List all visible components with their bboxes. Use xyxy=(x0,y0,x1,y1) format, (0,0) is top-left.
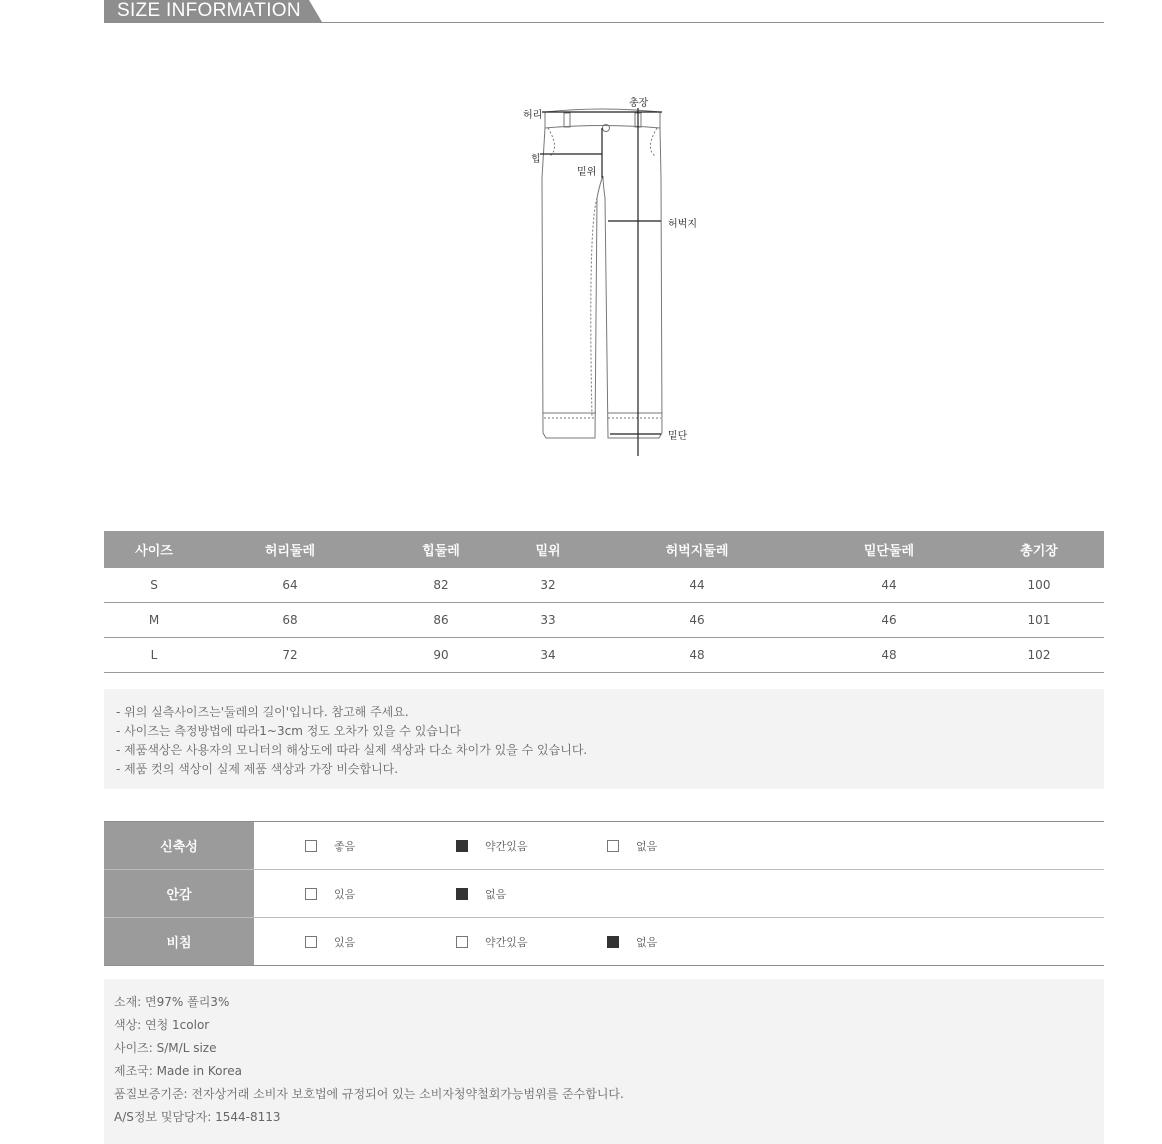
table-row xyxy=(104,603,1104,638)
table-cell: 82 xyxy=(376,568,506,603)
table-cell: M xyxy=(104,603,204,638)
table-cell: L xyxy=(104,638,204,673)
note-line: - 사이즈는 측정방법에 따라1~3cm 정도 오차가 있을 수 있습니다 xyxy=(116,724,462,738)
page-title: SIZE INFORMATION xyxy=(117,0,301,21)
option-label: 있음 xyxy=(334,887,356,901)
info-size: 사이즈: S/M/L size xyxy=(114,1041,217,1055)
size-table xyxy=(104,531,1104,673)
col-header-hip: 힙둘레 xyxy=(376,531,506,568)
attribute-table xyxy=(104,821,1104,966)
option-lining-no xyxy=(456,870,506,917)
note-line: - 제품 컷의 색상이 실제 제품 색상과 가장 비슷합니다. xyxy=(116,762,399,776)
table-row xyxy=(104,638,1104,673)
hem-label: 밑단 xyxy=(668,431,688,442)
checkbox-checked xyxy=(607,936,619,948)
option-label: 약간있음 xyxy=(485,839,528,853)
checkbox xyxy=(456,936,468,948)
col-header-waist: 허리둘레 xyxy=(204,531,376,568)
checkbox xyxy=(305,888,317,900)
option-sheer-none xyxy=(607,918,657,965)
table-cell: 46 xyxy=(804,603,974,638)
rise-label: 밑위 xyxy=(577,167,597,178)
checkbox xyxy=(305,840,317,852)
col-header-thigh: 허벅지둘레 xyxy=(590,531,804,568)
option-label: 약간있음 xyxy=(485,935,528,949)
table-cell: 100 xyxy=(974,568,1104,603)
table-cell: 86 xyxy=(376,603,506,638)
option-sheer-yes xyxy=(305,918,355,965)
table-cell: 68 xyxy=(204,603,376,638)
table-cell: 72 xyxy=(204,638,376,673)
option-stretch-good xyxy=(305,822,355,869)
table-cell: 64 xyxy=(204,568,376,603)
table-row xyxy=(104,568,1104,603)
col-header-hem: 밑단둘레 xyxy=(804,531,974,568)
info-material: 소재: 면97% 폴리3% xyxy=(114,995,230,1009)
option-label: 좋음 xyxy=(334,839,356,853)
table-cell: 33 xyxy=(506,603,590,638)
note-line: - 위의 실측사이즈는'둘레의 길이'입니다. 참고해 주세요. xyxy=(116,705,409,719)
attr-row-lining xyxy=(104,870,1104,918)
table-cell: 46 xyxy=(590,603,804,638)
attr-row-sheerness xyxy=(104,918,1104,966)
info-origin: 제조국: Made in Korea xyxy=(114,1064,242,1078)
option-sheer-some xyxy=(456,918,528,965)
table-cell: 90 xyxy=(376,638,506,673)
table-cell: 44 xyxy=(804,568,974,603)
thigh-label: 허벅지 xyxy=(668,219,697,230)
option-label: 없음 xyxy=(485,887,507,901)
total-length-label: 총장 xyxy=(629,98,649,109)
table-cell: 34 xyxy=(506,638,590,673)
pants-illustration xyxy=(480,88,740,468)
info-as-contact: A/S정보 및담당자: 1544-8113 xyxy=(114,1110,281,1124)
table-cell: 102 xyxy=(974,638,1104,673)
section-header xyxy=(104,0,1104,23)
option-label: 있음 xyxy=(334,935,356,949)
hip-label: 힙 xyxy=(531,154,541,165)
col-header-size: 사이즈 xyxy=(104,531,204,568)
table-cell: 48 xyxy=(590,638,804,673)
product-info-box xyxy=(104,979,1104,1144)
checkbox xyxy=(305,936,317,948)
option-lining-yes xyxy=(305,870,355,917)
option-label: 없음 xyxy=(636,839,658,853)
pants-diagram xyxy=(480,88,740,468)
option-stretch-none xyxy=(607,822,657,869)
info-color: 색상: 연청 1color xyxy=(114,1018,210,1032)
option-label: 없음 xyxy=(636,935,658,949)
attr-label-sheerness: 비침 xyxy=(104,918,254,965)
note-line: - 제품색상은 사용자의 모니터의 해상도에 따라 실제 색상과 다소 차이가 있을 수 있습니다. xyxy=(116,743,588,757)
col-header-rise: 밑위 xyxy=(506,531,590,568)
table-cell: 101 xyxy=(974,603,1104,638)
table-cell: 44 xyxy=(590,568,804,603)
table-cell: 48 xyxy=(804,638,974,673)
notes-box xyxy=(104,689,1104,789)
waist-label: 허리 xyxy=(523,110,543,121)
attr-label-stretch: 신축성 xyxy=(104,822,254,869)
table-cell: 32 xyxy=(506,568,590,603)
col-header-length: 총기장 xyxy=(974,531,1104,568)
checkbox-checked xyxy=(456,840,468,852)
attr-row-stretch xyxy=(104,822,1104,870)
table-cell: S xyxy=(104,568,204,603)
attr-label-lining: 안감 xyxy=(104,870,254,917)
info-warranty: 품질보증기준: 전자상거래 소비자 보호법에 규정되어 있는 소비자청약철회가능범위를 준수합니다. xyxy=(114,1087,624,1101)
option-stretch-some xyxy=(456,822,528,869)
checkbox xyxy=(607,840,619,852)
checkbox-checked xyxy=(456,888,468,900)
size-table-header-row xyxy=(104,531,1104,568)
